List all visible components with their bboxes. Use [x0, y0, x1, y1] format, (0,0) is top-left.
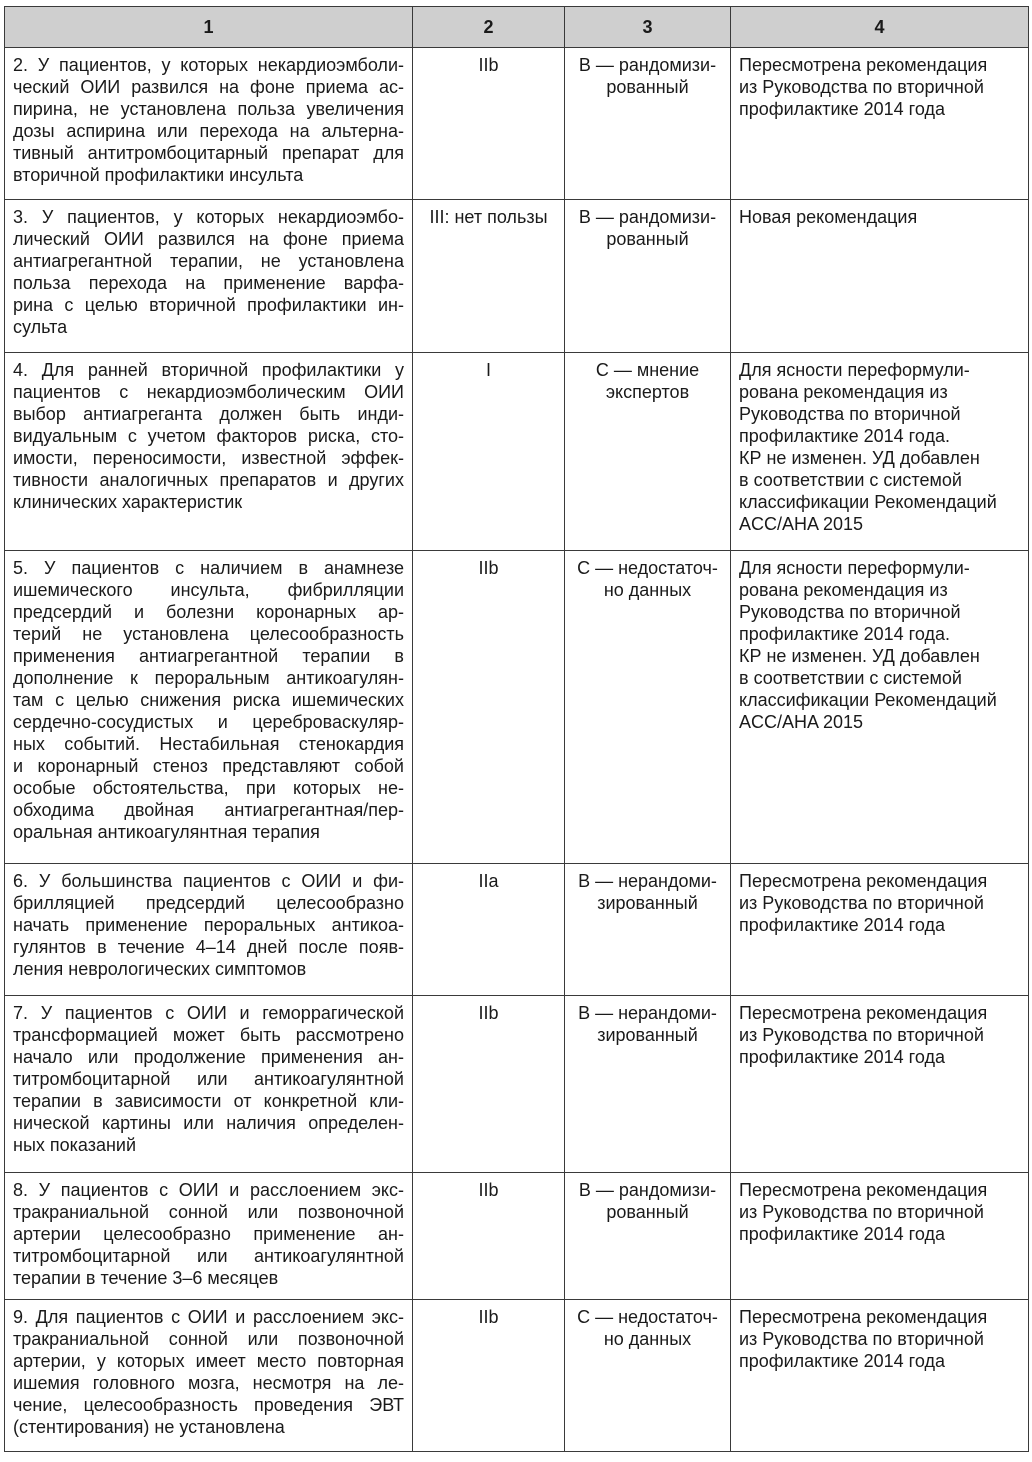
cell-text-line: терапии в течение 3–6 месяцев — [13, 1268, 279, 1288]
cell-text-line: В — рандомизи- — [578, 207, 717, 227]
cell-col-4 — [731, 864, 1029, 996]
cell-text-line: в соответствии с системой — [739, 470, 962, 490]
cell-text-line: ACC/AHA 2015 — [739, 514, 864, 534]
cell-text-line: IIb — [478, 1307, 499, 1327]
cell-text-line: рина с целью вторичной профилактики ин- — [13, 295, 404, 315]
table-row — [5, 996, 1029, 1173]
table-row — [5, 48, 1029, 200]
cell-text-line: рованный — [606, 77, 689, 97]
cell-text-line: ления неврологических симптомов — [13, 959, 307, 979]
cell-text-line: рована рекомендация из — [739, 382, 948, 402]
cell-text-line: 2. У пациентов, у которых некардиоэмболи- — [13, 55, 404, 75]
cell-text-line: С — недостаточ- — [577, 1307, 718, 1327]
cell-text-line: и коронарный стеноз представляют собой — [13, 756, 404, 776]
cell-text-line: В — нерандоми- — [578, 871, 717, 891]
cell-text-line: 3. У пациентов, у которых некардиоэмбо- — [13, 207, 404, 227]
cell-text-line: IIa — [478, 871, 499, 891]
cell-text-line: IIb — [478, 1180, 499, 1200]
cell-text-line: выбор антиагреганта должен быть инди- — [13, 404, 404, 424]
cell-text-line: (стентирования) не установлена — [13, 1417, 285, 1437]
cell-text-line: С — мнение — [595, 360, 700, 380]
cell-text-line: Пересмотрена рекомендация — [739, 1307, 988, 1327]
cell-text-line: 8. У пациентов с ОИИ и расслоением экс- — [13, 1180, 404, 1200]
cell-text-line: титромбоцитарной или антикоагулянтной — [13, 1069, 404, 1089]
cell-text-line: В — нерандоми- — [578, 1003, 717, 1023]
cell-col-1 — [5, 353, 413, 551]
cell-text-line: имости, переносимости, известной эффек- — [13, 448, 404, 468]
cell-text-line: профилактике 2014 года — [739, 1047, 945, 1067]
cell-col-2 — [413, 1173, 565, 1300]
cell-col-3 — [565, 864, 731, 996]
cell-text-line: Для ясности переформули- — [739, 558, 970, 578]
cell-text-line: профилактике 2014 года — [739, 99, 945, 119]
cell-text-line: тивный антитромбоцитарный препарат для — [13, 143, 404, 163]
header-row — [5, 7, 1029, 48]
cell-text-line: ных показаний — [13, 1135, 137, 1155]
cell-text-line: из Руководства по вторичной — [739, 77, 984, 97]
cell-text-line: IIb — [478, 55, 499, 75]
cell-col-1 — [5, 200, 413, 353]
cell-text-line: из Руководства по вторичной — [739, 893, 984, 913]
cell-col-2 — [413, 551, 565, 864]
header-cell-2: 2 — [413, 7, 565, 48]
cell-text-line: но данных — [603, 580, 692, 600]
cell-text-line: рованный — [606, 1202, 689, 1222]
cell-text-line: применения антиагрегантной терапии в — [13, 646, 404, 666]
cell-text-line: ACC/AHA 2015 — [739, 712, 864, 732]
cell-text-line: особые обстоятельства, при которых не- — [13, 778, 404, 798]
cell-text-line: IIb — [478, 558, 499, 578]
cell-col-4 — [731, 48, 1029, 200]
table-row — [5, 200, 1029, 353]
cell-text-line: Пересмотрена рекомендация — [739, 871, 988, 891]
cell-text-line: С — недостаточ- — [577, 558, 718, 578]
cell-text-line: титромбоцитарной или антикоагулянтной — [13, 1246, 404, 1266]
cell-text-line: Новая рекомендация — [739, 207, 918, 227]
cell-col-4 — [731, 353, 1029, 551]
cell-text-line: Пересмотрена рекомендация — [739, 1180, 988, 1200]
cell-text-line: В — рандомизи- — [578, 1180, 717, 1200]
cell-col-4 — [731, 1300, 1029, 1452]
cell-text-line: 9. Для пациентов с ОИИ и расслоением экс- — [13, 1307, 404, 1327]
cell-col-4 — [731, 1173, 1029, 1300]
cell-text-line: антиагрегантной терапии, не установлена — [13, 251, 404, 271]
cell-text-line: III: нет пользы — [429, 207, 548, 227]
cell-text-line: терапии в зависимости от конкретной кли- — [13, 1091, 404, 1111]
cell-text-line: брилляцией предсердий целесообразно — [13, 893, 404, 913]
cell-text-line: обходима двойная антиагрегантная/пер- — [13, 800, 404, 820]
cell-text-line: оральная антикоагулянтная терапия — [13, 822, 320, 842]
cell-text-line: предсердий и болезни коронарных ар- — [13, 602, 404, 622]
cell-text-line: но данных — [603, 1329, 692, 1349]
cell-text-line: профилактике 2014 года. — [739, 624, 950, 644]
cell-text-line: терий не установлена целесообразность — [13, 624, 404, 644]
cell-text-line: ишемического инсульта, фибрилляции — [13, 580, 404, 600]
cell-col-3 — [565, 353, 731, 551]
cell-text-line: зированный — [597, 1025, 698, 1045]
cell-col-3 — [565, 551, 731, 864]
cell-text-line: рована рекомендация из — [739, 580, 948, 600]
cell-col-2 — [413, 864, 565, 996]
cell-text-line: ческий ОИИ развился на фоне приема ас- — [13, 77, 404, 97]
cell-col-3 — [565, 48, 731, 200]
cell-text-line: там с целью снижения риска ишемических — [13, 690, 404, 710]
cell-text-line: КР не изменен. УД добавлен — [739, 646, 980, 666]
cell-text-line: пациентов с некардиоэмболическим ОИИ — [13, 382, 404, 402]
cell-text-line: чение, целесообразность проведения ЭВТ — [13, 1395, 404, 1415]
cell-col-2 — [413, 996, 565, 1173]
recommendations-table — [4, 6, 1029, 1452]
cell-col-1 — [5, 1300, 413, 1452]
cell-text-line: польза перехода на применение варфа- — [13, 273, 404, 293]
cell-text-line: нической картины или наличия определен- — [13, 1113, 404, 1133]
cell-text-line: классификации Рекомендаций — [739, 492, 997, 512]
cell-text-line: ишемия головного мозга, несмотря на ле- — [13, 1373, 404, 1393]
cell-text-line: начать применение пероральных антикоа- — [13, 915, 404, 935]
cell-text-line: сердечно-сосудистых и цереброваскуляр- — [13, 712, 404, 732]
cell-col-1 — [5, 48, 413, 200]
cell-text-line: из Руководства по вторичной — [739, 1329, 984, 1349]
cell-col-3 — [565, 996, 731, 1173]
cell-col-3 — [565, 200, 731, 353]
cell-text-line: в соответствии с системой — [739, 668, 962, 688]
cell-text-line: I — [485, 360, 491, 380]
cell-text-line: экспертов — [605, 382, 690, 402]
cell-text-line: Пересмотрена рекомендация — [739, 1003, 988, 1023]
cell-text-line: КР не изменен. УД добавлен — [739, 448, 980, 468]
header-cell-3: 3 — [565, 7, 731, 48]
cell-text-line: клинических характеристик — [13, 492, 243, 512]
cell-col-2 — [413, 1300, 565, 1452]
cell-text-line: ных событий. Нестабильная стенокардия — [13, 734, 404, 754]
table-row — [5, 551, 1029, 864]
cell-text-line: профилактике 2014 года — [739, 915, 945, 935]
cell-col-2 — [413, 200, 565, 353]
table-row — [5, 864, 1029, 996]
table-row — [5, 1173, 1029, 1300]
cell-text-line: тракраниальной сонной или позвоночной — [13, 1202, 404, 1222]
cell-text-line: видуальным с учетом факторов риска, сто- — [13, 426, 404, 446]
cell-col-2 — [413, 353, 565, 551]
cell-text-line: 5. У пациентов с наличием в анамнезе — [13, 558, 404, 578]
cell-text-line: из Руководства по вторичной — [739, 1025, 984, 1045]
cell-text-line: из Руководства по вторичной — [739, 1202, 984, 1222]
cell-text-line: вторичной профилактики инсульта — [13, 165, 304, 185]
cell-col-3 — [565, 1300, 731, 1452]
cell-col-1 — [5, 551, 413, 864]
cell-text-line: Руководства по вторичной — [739, 602, 961, 622]
cell-col-4 — [731, 996, 1029, 1173]
cell-text-line: профилактике 2014 года. — [739, 426, 950, 446]
cell-text-line: гулянтов в течение 4–14 дней после появ- — [13, 937, 404, 957]
cell-text-line: IIb — [478, 1003, 499, 1023]
cell-text-line: пирина, не установлена польза увеличения — [13, 99, 404, 119]
cell-text-line: артерии, у которых имеет место повторная — [13, 1351, 404, 1371]
cell-text-line: 4. Для ранней вторичной профилактики у — [13, 360, 404, 380]
table-row — [5, 1300, 1029, 1452]
cell-text-line: тивности аналогичных препаратов и других — [13, 470, 404, 490]
header-cell-4: 4 — [731, 7, 1029, 48]
cell-text-line: трансформацией может быть рассмотрено — [13, 1025, 404, 1045]
table-row — [5, 353, 1029, 551]
header-cell-1: 1 — [5, 7, 413, 48]
cell-text-line: лический ОИИ развился на фоне приема — [13, 229, 404, 249]
cell-col-1 — [5, 864, 413, 996]
cell-col-1 — [5, 996, 413, 1173]
cell-text-line: В — рандомизи- — [578, 55, 717, 75]
cell-text-line: артерии целесообразно применение ан- — [13, 1224, 404, 1244]
cell-text-line: начало или продолжение применения ан- — [13, 1047, 404, 1067]
cell-col-2 — [413, 48, 565, 200]
cell-text-line: Руководства по вторичной — [739, 404, 961, 424]
cell-text-line: сульта — [13, 317, 68, 337]
table-body — [5, 48, 1029, 1452]
cell-col-3 — [565, 1173, 731, 1300]
cell-text-line: рованный — [606, 229, 689, 249]
cell-text-line: тракраниальной сонной или позвоночной — [13, 1329, 404, 1349]
cell-text-line: профилактике 2014 года — [739, 1224, 945, 1244]
cell-col-1 — [5, 1173, 413, 1300]
cell-text-line: зированный — [597, 893, 698, 913]
cell-col-4 — [731, 551, 1029, 864]
cell-text-line: дозы аспирина или перехода на альтерна- — [13, 121, 404, 141]
cell-text-line: классификации Рекомендаций — [739, 690, 997, 710]
cell-text-line: 6. У большинства пациентов с ОИИ и фи- — [13, 871, 404, 891]
cell-col-4 — [731, 200, 1029, 353]
cell-text-line: Для ясности переформули- — [739, 360, 970, 380]
cell-text-line: Пересмотрена рекомендация — [739, 55, 988, 75]
cell-text-line: профилактике 2014 года — [739, 1351, 945, 1371]
cell-text-line: дополнение к пероральным антикоагулян- — [13, 668, 404, 688]
cell-text-line: 7. У пациентов с ОИИ и геморрагической — [13, 1003, 404, 1023]
